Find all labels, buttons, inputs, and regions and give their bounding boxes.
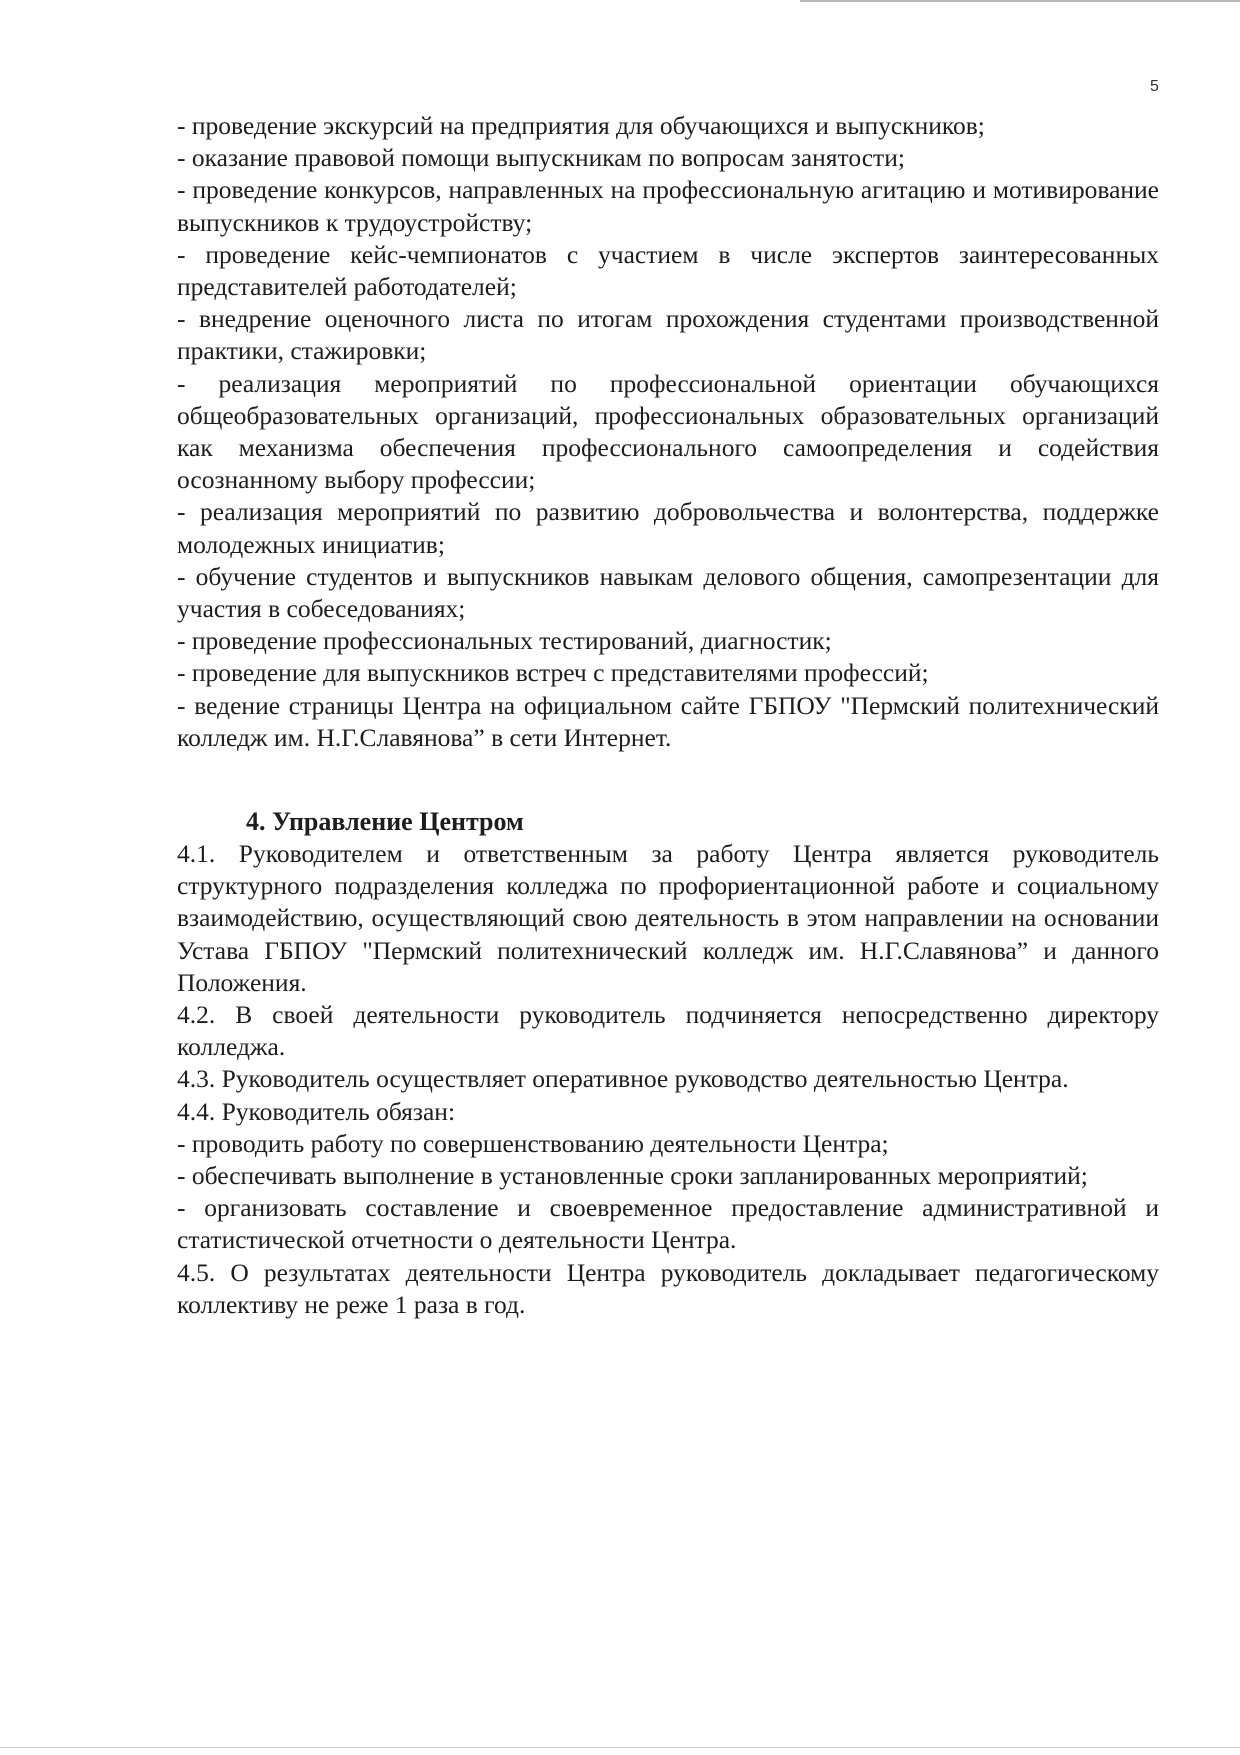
page-number: 5 [1150, 78, 1159, 95]
section-body [177, 838, 1159, 1321]
list-item: - оказание правовой помощи выпускникам по вопросам занятости; [177, 143, 905, 173]
list-item: - реализация мероприятий по профессиональной ориентации обучающихся общеобразовательных организаций, профессиональных образовательных организаций как механизма обеспечения профессионального самоопределения и содействия осознанному выбору профессии; [177, 368, 1159, 495]
list-item: - проведение конкурсов, направленных на профессиональную агитацию и мотивирование выпускников к трудоустройству; [177, 175, 1159, 237]
section-paragraph: 4.1. Руководителем и ответственным за работу Центра является руководитель структурного подразделения колледжа по профориентационной работе и социальному взаимодействию, осуществляющий свою деятельность в этом направлении на основании Устава ГБПОУ "Пермский политехнический колледж им. Н.Г.Славянова” и данного Положения. [177, 839, 1159, 997]
section-paragraph: - организовать составление и своевременное предоставление административной и статистической отчетности о деятельности Центра. [177, 1193, 1159, 1255]
list-item: - обучение студентов и выпускников навыкам делового общения, самопрезентации для участия в собеседованиях; [177, 561, 1159, 624]
section-paragraph: 4.3. Руководитель осуществляет оперативное руководство деятельностью Центра. [177, 1064, 1069, 1094]
section-heading: 4. Управление Центром [246, 807, 524, 836]
section-paragraph: 4.2. В своей деятельности руководитель подчиняется непосредственно директору колледжа. [177, 1000, 1159, 1062]
list-item: - реализация мероприятий по развитию добровольчества и волонтерства, поддержке молодежных инициатив; [177, 497, 1159, 559]
section-paragraph: - проводить работу по совершенствованию деятельности Центра; [177, 1128, 889, 1158]
list-item: - проведение кейс-чемпионатов с участием в числе экспертов заинтересованных представителей работодателей; [177, 239, 1159, 302]
section-paragraph: - обеспечивать выполнение в установленные сроки запланированных мероприятий; [177, 1161, 1088, 1191]
section-paragraph: 4.5. О результатах деятельности Центра руководитель докладывает педагогическому коллективу не реже 1 раза в год. [177, 1257, 1159, 1319]
scan-edge-line [0, 1747, 1240, 1748]
list-item: - проведение профессиональных тестирований, диагностик; [177, 626, 832, 656]
list-item: - проведение экскурсий на предприятия для обучающихся и выпускников; [177, 111, 985, 140]
section-paragraph: 4.4. Руководитель обязан: [177, 1096, 456, 1126]
list-item: - ведение страницы Центра на официальном сайте ГБПОУ "Пермский политехнический колледж им. Н.Г.Славянова” в сети Интернет. [177, 690, 1159, 752]
activities-list [177, 110, 1159, 754]
scan-edge-line [800, 0, 1240, 2]
list-item: - проведение для выпускников встреч с представителями профессий; [177, 658, 929, 688]
list-item: - внедрение оценочного листа по итогам прохождения студентами производственной практики, стажировки; [177, 304, 1159, 366]
